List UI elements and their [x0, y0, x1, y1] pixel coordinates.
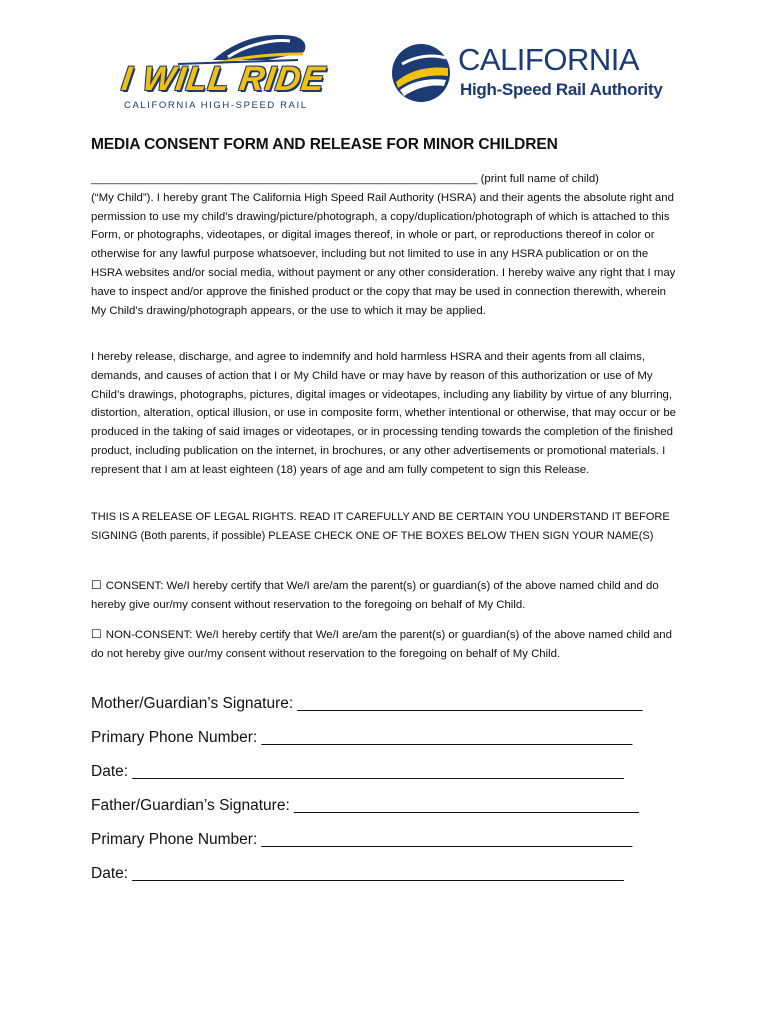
- i-will-ride-logo: [118, 30, 328, 111]
- form-title: MEDIA CONSENT FORM AND RELEASE FOR MINOR CHILDREN: [91, 136, 558, 153]
- consent-checkbox[interactable]: ☐: [91, 578, 102, 592]
- non-consent-option: [91, 625, 681, 664]
- father-date-field[interactable]: Date: _________________________________________________________: [91, 865, 624, 882]
- non-consent-text: NON-CONSENT: We/I hereby certify that We/I are/am the parent(s) or guardian(s) of the above named child and do not hereby give our/my consent without reservation to the foregoing on behalf of My Child.: [91, 629, 672, 660]
- hsra-logo: [390, 40, 680, 106]
- father-signature-field[interactable]: Father/Guardian’s Signature: ________________________________________: [91, 797, 639, 814]
- mother-signature-field[interactable]: Mother/Guardian’s Signature: ________________________________________: [91, 695, 643, 712]
- consent-option: [91, 576, 681, 615]
- mother-date-field[interactable]: Date: _________________________________________________________: [91, 763, 624, 780]
- grant-paragraph: [91, 170, 681, 320]
- release-paragraph: I hereby release, discharge, and agree to indemnify and hold harmless HSRA and their agents from all claims, demands, and causes of action that I or My Child have or may have by reason of this authorization or use of My Child’s drawings, photographs, pictures, digital images or videotapes, including any liability by virtue of any blurring, distortion, alteration, optical illusion, or use in composite form, whether intentional or otherwise, that may occur or be produced in the taking of said images or videotapes, or in processing tending towards the completion of the finished product, including publication on the internet, in brochures, or any other advertisements or promotional materials. I represent that I am at least eighteen (18) years of age and am fully competent to sign this Release.: [91, 351, 677, 476]
- logo-authority-text: High-Speed Rail Authority: [460, 80, 663, 99]
- legal-warning: THIS IS A RELEASE OF LEGAL RIGHTS. READ IT CAREFULLY AND BE CERTAIN YOU UNDERSTAND IT BEFORE SIGNING (Both parents, if possible) PLEASE CHECK ONE OF THE BOXES BELOW THEN SIGN YOUR NAME(S): [91, 511, 670, 542]
- mother-phone-field[interactable]: Primary Phone Number: ___________________________________________: [91, 729, 633, 746]
- father-phone-field[interactable]: Primary Phone Number: ___________________________________________: [91, 831, 633, 848]
- child-name-line[interactable]: _____________________________________________________________ (print full name of child): [91, 173, 599, 185]
- hsra-emblem-icon: [390, 42, 452, 104]
- grant-text: (“My Child”). I hereby grant The California High Speed Rail Authority (HSRA) and their agents the absolute right and permission to use my child’s drawing/picture/photograph, a copy/duplication/photograph of which is attached to this Form, or photographs, videotapes, or digital images thereof, in whole or part, or reproductions thereof in color or otherwise for any lawful purpose whatsoever, including but not limited to use in any HSRA publication or on the HSRA websites and/or social media, without payment or any other consideration. I hereby waive any right that I may have to inspect and/or approve the finished product or the copy that may be used in connection therewith, wherein My Child’s drawing/photograph appears, or the use to which it may be applied.: [91, 191, 676, 317]
- consent-text: CONSENT: We/I hereby certify that We/I are/am the parent(s) or guardian(s) of the above named child and do hereby give our/my consent without reservation to the foregoing on behalf of My Child.: [91, 580, 659, 611]
- non-consent-checkbox[interactable]: ☐: [91, 627, 102, 641]
- logo-main-text: I WILL RIDE: [119, 60, 328, 98]
- logo-california-text: CALIFORNIA: [458, 42, 640, 77]
- logo-sub-text: CALIFORNIA HIGH-SPEED RAIL: [124, 100, 308, 111]
